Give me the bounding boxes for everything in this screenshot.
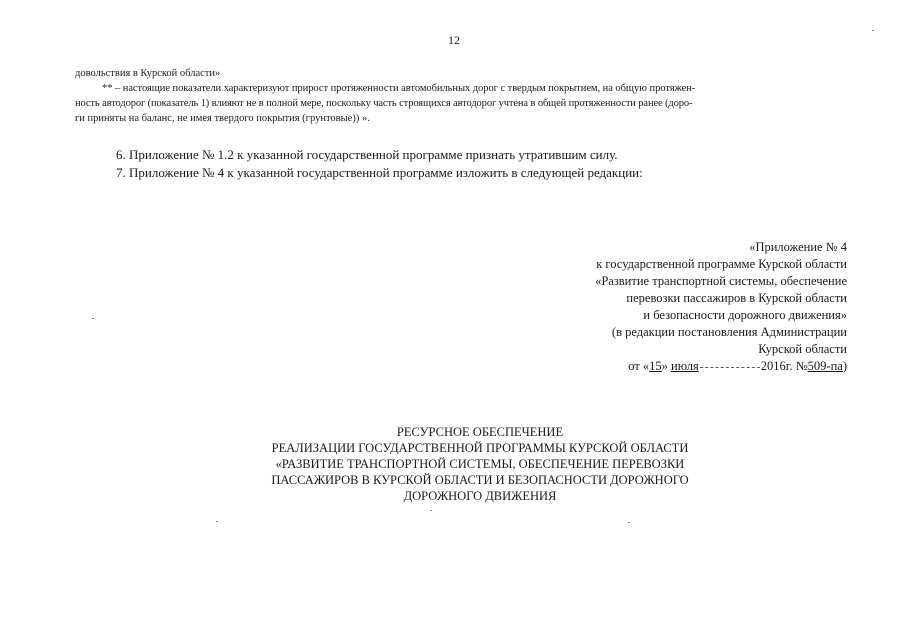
scan-speck [216, 521, 218, 522]
date-prefix: от « [628, 359, 650, 373]
document-number: 509-па [807, 359, 843, 373]
date-suffix: ) [842, 359, 847, 373]
appendix-header-line-5: и безопасности дорожного движения» [643, 308, 847, 322]
appendix-header-line-3: «Развитие транспортной системы, обеспечение [595, 274, 847, 288]
page-number: 12 [448, 33, 460, 47]
date-mid: » [661, 359, 672, 373]
scan-speck [430, 510, 432, 511]
appendix-date-line [628, 358, 847, 375]
appendix-header-line-6: (в редакции постановления Администрации [611, 325, 847, 339]
appendix-header-line-7: Курской области [758, 342, 847, 356]
paragraph-item-6: 6. Приложение № 1.2 к указанной государственной программе признать утратившим силу. [116, 147, 618, 162]
appendix-header-line-1: «Приложение № 4 [749, 240, 847, 254]
paragraph-item-7: 7. Приложение № 4 к указанной государственной программе изложить в следующей редакции: [116, 165, 643, 180]
date-day: 15 [649, 359, 662, 373]
footnote-line-1: довольствия в Курской области» [75, 68, 221, 79]
appendix-header-line-4: перевозки пассажиров в Курской области [626, 291, 847, 305]
title-line-3: «РАЗВИТИЕ ТРАНСПОРТНОЙ СИСТЕМЫ, ОБЕСПЕЧЕНИЕ ПЕРЕВОЗКИ [275, 457, 685, 471]
title-line-4: ПАССАЖИРОВ В КУРСКОЙ ОБЛАСТИ И БЕЗОПАСНОСТИ ДОРОЖНОГО [271, 473, 689, 487]
footnote-line-2: ** – настоящие показатели характеризуют прирост протяженности автомобильных дорог с твердым покрытием, на общую протяжен- [102, 83, 696, 94]
title-line-1: РЕСУРСНОЕ ОБЕСПЕЧЕНИЕ [396, 425, 564, 439]
title-line-5: ДОРОЖНОГО ДВИЖЕНИЯ [403, 489, 557, 503]
scan-speck [872, 30, 874, 31]
footnote-line-4: ги приняты на баланс, не имея твердого покрытия (грунтовые)) ». [75, 113, 370, 124]
title-line-2: РЕАЛИЗАЦИИ ГОСУДАРСТВЕННОЙ ПРОГРАММЫ КУРСКОЙ ОБЛАСТИ [271, 441, 689, 455]
scan-speck [92, 318, 94, 319]
date-blank-line [700, 367, 760, 368]
document-title [230, 424, 730, 504]
scan-speck [628, 522, 630, 523]
footnote-line-3: ность автодорог (показатель 1) влияют не в полной мере, поскольку часть строящихся автодорог учтена в общей протяженности ранее (доро- [75, 98, 693, 109]
date-month: июля [671, 359, 699, 373]
appendix-header-line-2: к государственной программе Курской области [596, 257, 847, 271]
date-year: 2016г. № [760, 359, 808, 373]
